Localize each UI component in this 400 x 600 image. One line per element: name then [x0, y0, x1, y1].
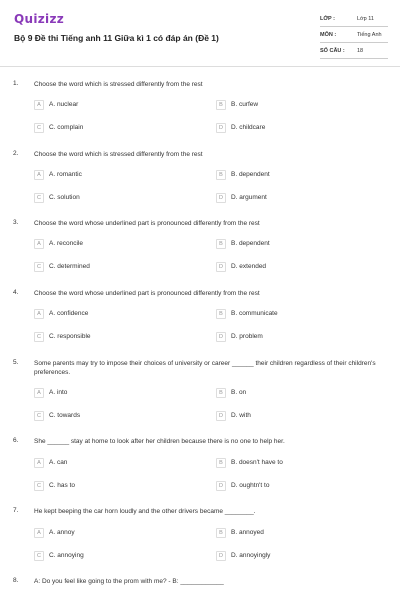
answer-option-d[interactable]: [216, 481, 376, 491]
question-number: 5.: [13, 359, 19, 366]
header-divider: [0, 66, 400, 67]
question-text: A: Do you feel like going to the prom with me? - B: ____________: [34, 578, 224, 585]
option-letter-box[interactable]: A: [34, 388, 44, 398]
answer-option-a[interactable]: [34, 458, 194, 468]
answer-option-b[interactable]: [216, 458, 376, 468]
question-number: 8.: [13, 577, 19, 584]
meta-grade-value: Lớp 11: [357, 16, 374, 22]
quizizz-logo: Quizizz: [14, 12, 65, 26]
option-letter-box[interactable]: C: [34, 332, 44, 342]
answer-option-c[interactable]: [34, 262, 194, 272]
question-text: He kept beeping the car horn loudly and the other drivers became ________.: [34, 508, 256, 515]
answer-option-c[interactable]: [34, 411, 194, 421]
page-header: [0, 0, 400, 66]
option-text: B. dependent: [231, 240, 270, 247]
answer-option-c[interactable]: [34, 123, 194, 133]
option-letter-box[interactable]: A: [34, 170, 44, 180]
answer-option-d[interactable]: [216, 262, 376, 272]
option-text: D. extended: [231, 263, 267, 270]
option-text: C. towards: [49, 412, 81, 419]
answer-option-b[interactable]: [216, 309, 376, 319]
answer-option-c[interactable]: [34, 481, 194, 491]
option-letter-box[interactable]: C: [34, 262, 44, 272]
meta-grade: [320, 12, 388, 27]
option-text: D. problem: [231, 333, 263, 340]
question-text: Some parents may try to impose their choices of university or career ______ their children regardless of their children's preferences.: [34, 360, 376, 376]
option-letter-box[interactable]: A: [34, 100, 44, 110]
answer-option-c[interactable]: [34, 551, 194, 561]
option-letter-box[interactable]: C: [34, 411, 44, 421]
option-letter-box[interactable]: A: [34, 239, 44, 249]
question-number: 4.: [13, 289, 19, 296]
question-text: Choose the word which is stressed differently from the rest: [34, 81, 203, 88]
meta-subject: [320, 28, 388, 43]
question-text: Choose the word which is stressed differently from the rest: [34, 151, 203, 158]
option-text: A. nuclear: [49, 101, 79, 108]
answer-option-b[interactable]: [216, 239, 376, 249]
answer-option-d[interactable]: [216, 123, 376, 133]
question-number: 2.: [13, 150, 19, 157]
option-text: C. solution: [49, 194, 80, 201]
answer-option-a[interactable]: [34, 528, 194, 538]
option-text: B. curfew: [231, 101, 259, 108]
option-text: D. annoyingly: [231, 552, 271, 559]
option-letter-box[interactable]: C: [34, 193, 44, 203]
answer-option-d[interactable]: [216, 193, 376, 203]
answer-option-b[interactable]: [216, 388, 376, 398]
option-letter-box[interactable]: B: [216, 388, 226, 398]
meta-count: [320, 44, 388, 59]
option-text: B. doesn't have to: [231, 459, 283, 466]
option-text: D. oughtn't to: [231, 482, 270, 489]
meta-count-label: SỐ CÂU :: [320, 48, 345, 54]
option-letter-box[interactable]: A: [34, 528, 44, 538]
question-number: 7.: [13, 507, 19, 514]
option-text: B. annoyed: [231, 529, 264, 536]
option-text: B. communicate: [231, 310, 278, 317]
answer-option-b[interactable]: [216, 170, 376, 180]
option-text: A. can: [49, 459, 68, 466]
option-letter-box[interactable]: D: [216, 481, 226, 491]
option-letter-box[interactable]: B: [216, 528, 226, 538]
answer-option-d[interactable]: [216, 332, 376, 342]
option-letter-box[interactable]: A: [34, 309, 44, 319]
option-letter-box[interactable]: B: [216, 239, 226, 249]
option-letter-box[interactable]: D: [216, 123, 226, 133]
option-letter-box[interactable]: B: [216, 100, 226, 110]
question-number: 3.: [13, 219, 19, 226]
page-title: Bộ 9 Đề thi Tiếng anh 11 Giữa kì 1 có đáp án (Đề 1): [14, 33, 219, 43]
answer-option-a[interactable]: [34, 239, 194, 249]
option-text: A. annoy: [49, 529, 75, 536]
option-text: A. romantic: [49, 171, 82, 178]
option-text: D. with: [231, 412, 251, 419]
option-text: C. responsible: [49, 333, 91, 340]
answer-option-c[interactable]: [34, 332, 194, 342]
option-text: C. annoying: [49, 552, 84, 559]
answer-option-a[interactable]: [34, 100, 194, 110]
answer-option-b[interactable]: [216, 100, 376, 110]
question-number: 1.: [13, 80, 19, 87]
answer-option-c[interactable]: [34, 193, 194, 203]
option-letter-box[interactable]: D: [216, 411, 226, 421]
option-letter-box[interactable]: D: [216, 193, 226, 203]
answer-option-b[interactable]: [216, 528, 376, 538]
answer-option-d[interactable]: [216, 551, 376, 561]
meta-grade-label: LỚP :: [320, 16, 335, 22]
option-text: C. complain: [49, 124, 84, 131]
option-letter-box[interactable]: D: [216, 262, 226, 272]
answer-option-a[interactable]: [34, 388, 194, 398]
option-letter-box[interactable]: B: [216, 458, 226, 468]
option-letter-box[interactable]: C: [34, 551, 44, 561]
question-text: Choose the word whose underlined part is pronounced differently from the rest: [34, 220, 260, 227]
option-text: A. reconcile: [49, 240, 83, 247]
option-text: D. childcare: [231, 124, 266, 131]
option-letter-box[interactable]: D: [216, 551, 226, 561]
meta-count-value: 18: [357, 48, 364, 54]
option-text: B. on: [231, 389, 247, 396]
answer-option-d[interactable]: [216, 411, 376, 421]
question-text: Choose the word whose underlined part is pronounced differently from the rest: [34, 290, 260, 297]
meta-subject-value: Tiếng Anh: [357, 32, 382, 38]
option-text: A. into: [49, 389, 68, 396]
answer-option-a[interactable]: [34, 309, 194, 319]
meta-subject-label: MÔN :: [320, 32, 337, 38]
option-letter-box[interactable]: C: [34, 481, 44, 491]
option-text: C. has to: [49, 482, 76, 489]
option-text: D. argument: [231, 194, 267, 201]
option-letter-box[interactable]: B: [216, 309, 226, 319]
option-letter-box[interactable]: D: [216, 332, 226, 342]
answer-option-a[interactable]: [34, 170, 194, 180]
option-text: B. dependent: [231, 171, 270, 178]
question-text: She ______ stay at home to look after her children because there is no one to help her.: [34, 438, 285, 445]
option-letter-box[interactable]: C: [34, 123, 44, 133]
option-letter-box[interactable]: A: [34, 458, 44, 468]
option-text: C. determined: [49, 263, 90, 270]
option-letter-box[interactable]: B: [216, 170, 226, 180]
question-number: 6.: [13, 437, 19, 444]
option-text: A. confidence: [49, 310, 89, 317]
